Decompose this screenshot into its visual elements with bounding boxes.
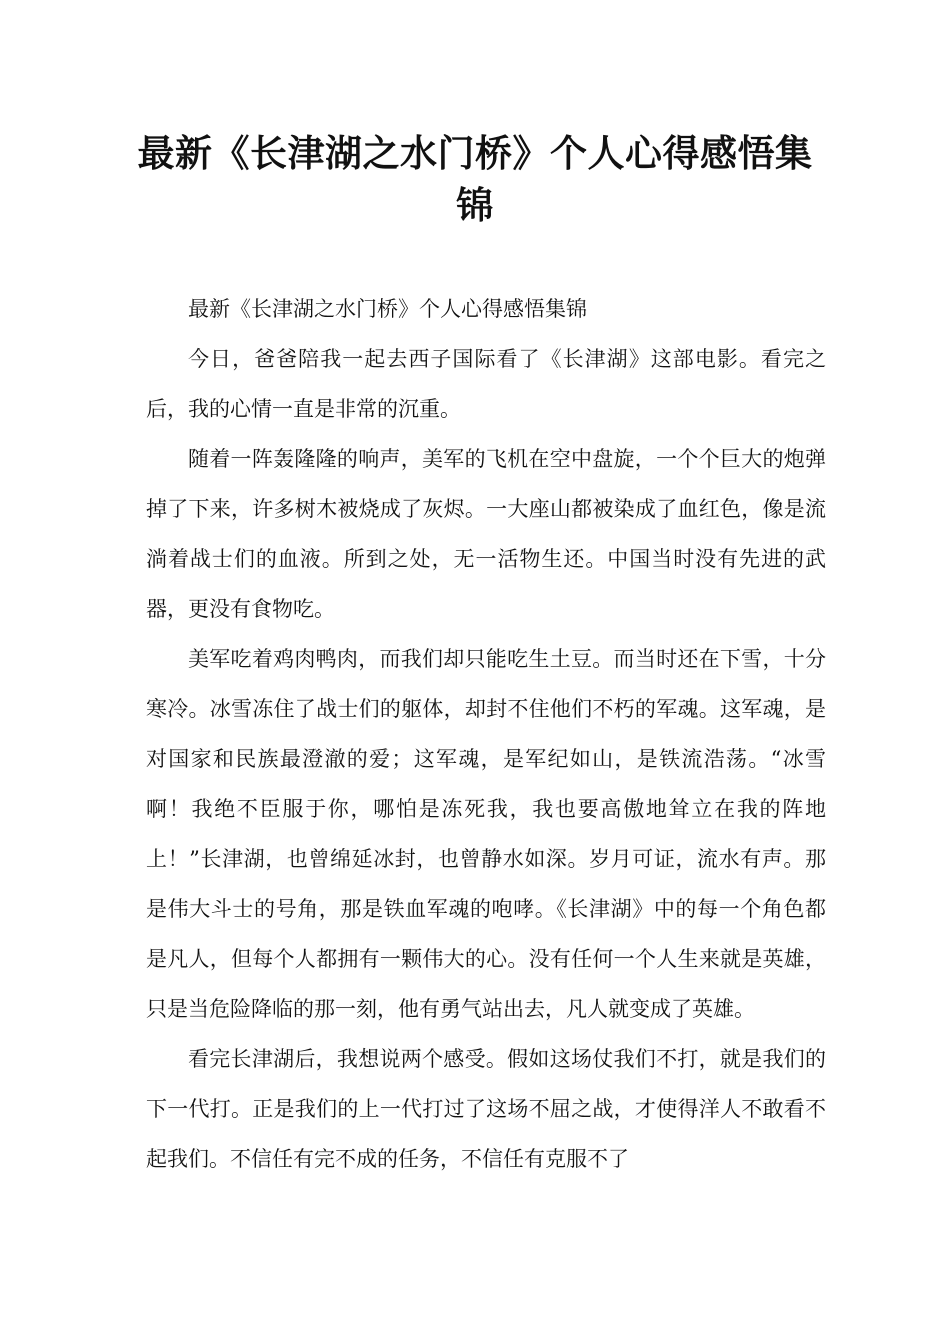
document-body [146,284,826,1184]
paragraph: 看完长津湖后，我想说两个感受。假如这场仗我们不打，就是我们的下一代打。正是我们的上一代打过了这场不屈之战，才使得洋人不敢看不起我们。不信任有完不成的任务，不信任有克服不了 [146,1047,826,1171]
document-title: 最新《长津湖之水门桥》个人心得感悟集锦 [137,132,813,227]
paragraph: 随着一阵轰隆隆的响声，美军的飞机在空中盘旋，一个个巨大的炮弹掉了下来，许多树木被烧成了灰烬。一大座山都被染成了血红色，像是流淌着战士们的血液。所到之处，无一活物生还。中国当时没有先进的武器，更没有食物吃。 [146,447,826,621]
paragraph: 今日，爸爸陪我一起去西子国际看了《长津湖》这部电影。看完之后，我的心情一直是非常的沉重。 [146,347,826,421]
paragraph-subtitle: 最新《长津湖之水门桥》个人心得感悟集锦 [188,297,587,321]
paragraph: 美军吃着鸡肉鸭肉，而我们却只能吃生土豆。而当时还在下雪，十分寒冷。冰雪冻住了战士们的躯体，却封不住他们不朽的军魂。这军魂，是对国家和民族最澄澈的爱；这军魂，是军纪如山，是铁流浩荡。“冰雪啊！我绝不臣服于你，哪怕是冻死我，我也要高傲地耸立在我的阵地上！”长津湖，也曾绵延冰封，也曾静水如深。岁月可证，流水有声。那是伟大斗士的号角，那是铁血军魂的咆哮。《长津湖》中的每一个角色都是凡人，但每个人都拥有一颗伟大的心。没有任何一个人生来就是英雄，只是当危险降临的那一刻，他有勇气站出去，凡人就变成了英雄。 [146,647,826,1021]
